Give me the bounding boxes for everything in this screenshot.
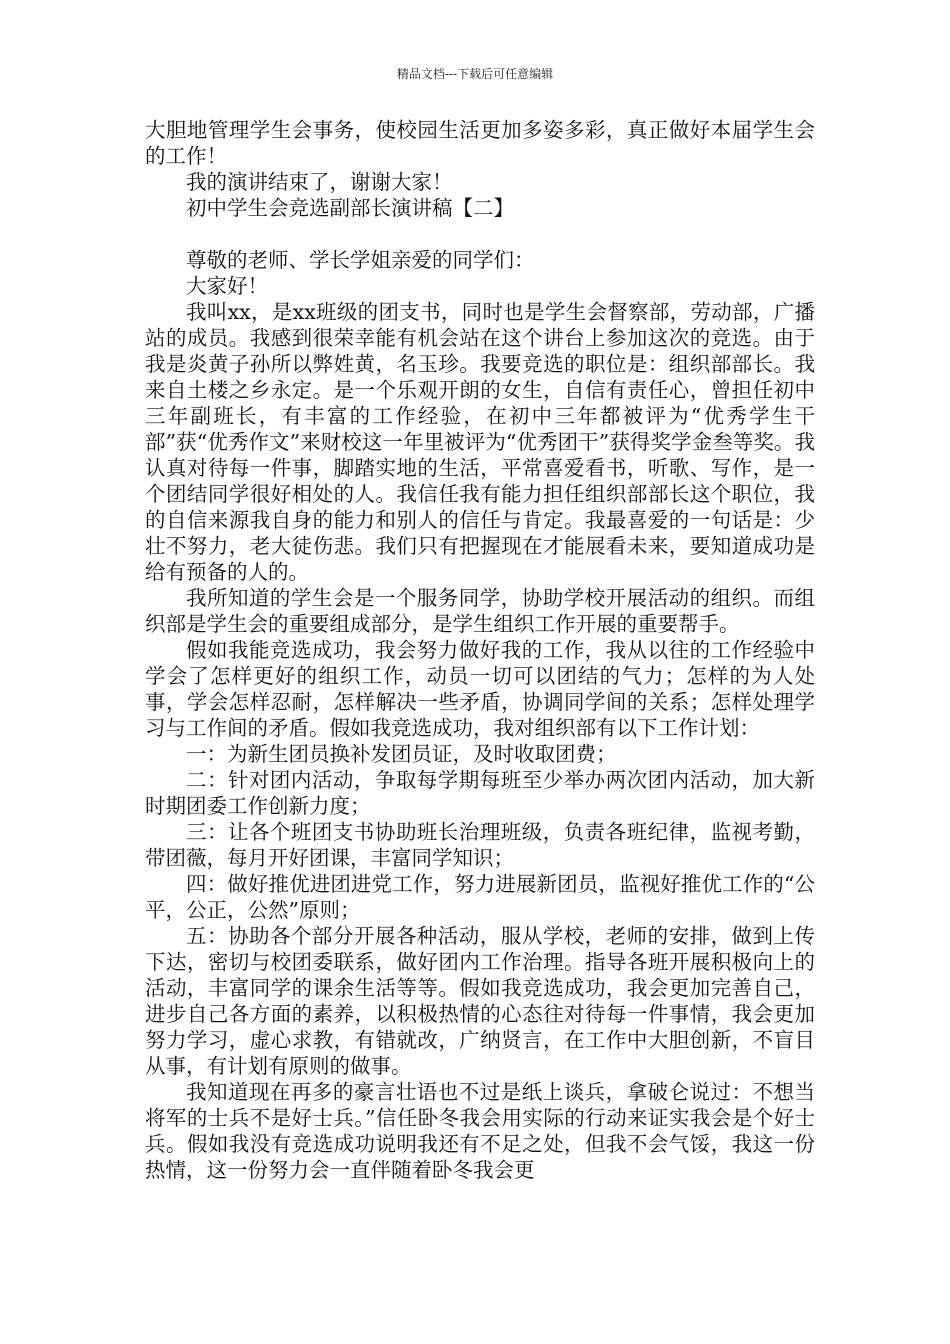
paragraph-salutation: 尊敬的老师、学长学姐亲爱的同学们： [186, 248, 535, 272]
plan-item-4: 四：做好推优进团进党工作，努力进展新团员，监视好推优工作的“公平，公正，公然”原则； [145, 872, 815, 922]
page-header: 精品文档---下载后可任意编辑 [396, 67, 554, 81]
plan-item-1: 一：为新生团员换补发团员证，及时收取团费； [186, 742, 617, 766]
plan-item-2: 二：针对团内活动，争取每学期每班至少举办两次团内活动，加大新时期团委工作创新力度； [145, 768, 815, 818]
plan-item-3: 三：让各个班团支书协助班长治理班级，负责各班纪律，监视考勤，带团薇，每月开好团课，丰富同学知识； [145, 820, 815, 870]
section-title: 初中学生会竞选副部长演讲稿【二】 [186, 196, 514, 220]
paragraph-final: 我知道现在再多的豪言壮语也不过是纸上谈兵，拿破仑说过：不想当将军的士兵不是好士兵。”信任卧冬我会用实际的行动来证实我会是个好士兵。假如我没有竞选成功说明我还有不足之处，但我不会气馁，我这一份热情，这一份努力会一直伴随着卧冬我会更 [145, 1080, 815, 1182]
paragraph-introduction: 我叫xx，是xx班级的团支书，同时也是学生会督察部，劳动部，广播站的成员。我感到很荣幸能有机会站在这个讲台上参加这次的竞选。由于我是炎黄子孙所以弊姓黄，名玉珍。我要竞选的职位是：组织部部长。我来自土楼之乡永定。是一个乐观开朗的女生，自信有责任心，曾担任初中三年副班长，有丰富的工作经验，在初中三年都被评为“优秀学生干部”获“优秀作文”来财校这一年里被评为“优秀团干”获得奖学金叁等奖。我认真对待每一件事，脚踏实地的生活，平常喜爱看书，听歌、写作，是一个团结同学很好相处的人。我信任我有能力担任组织部部长这个职位，我的自信来源我自身的能力和别人的信任与肯定。我最喜爱的一句话是：少壮不努力，老大徒伤悲。我们只有把握现在才能展看未来，要知道成功是给有预备的人的。 [145, 300, 815, 584]
paragraph-plan-intro: 假如我能竞选成功，我会努力做好我的工作，我从以往的工作经验中学会了怎样更好的组织工作，动员一切可以团结的气力；怎样的为人处事，学会怎样忍耐，怎样解决一些矛盾，协调同学间的关系；怎样处理学习与工作间的矛盾。假如我竞选成功，我对组织部有以下工作计划： [145, 638, 815, 740]
paragraph-greeting: 大家好！ [186, 274, 268, 298]
plan-item-5: 五：协助各个部分开展各种活动，服从学校，老师的安排，做到上传下达，密切与校团委联系，做好团内工作治理。指导各班开展积极向上的活动，丰富同学的课余生活等等。假如我竞选成功，我会更加完善自己，进步自己各方面的素养，以积极热情的心态往对待每一件事情，我会更加努力学习，虚心求教，有错就改，广纳贤言，在工作中大胆创新，不盲目从事，有计划有原则的做事。 [145, 924, 815, 1078]
paragraph-continuation: 大胆地管理学生会事务，使校园生活更加多姿多彩，真正做好本届学生会的工作！ [145, 118, 815, 168]
paragraph-closing: 我的演讲结束了，谢谢大家！ [186, 170, 453, 194]
document-body [145, 117, 815, 1183]
blank-line [145, 221, 815, 247]
paragraph-student-union: 我所知道的学生会是一个服务同学，协助学校开展活动的组织。而组织部是学生会的重要组成部分，是学生组织工作开展的重要帮手。 [145, 586, 815, 636]
